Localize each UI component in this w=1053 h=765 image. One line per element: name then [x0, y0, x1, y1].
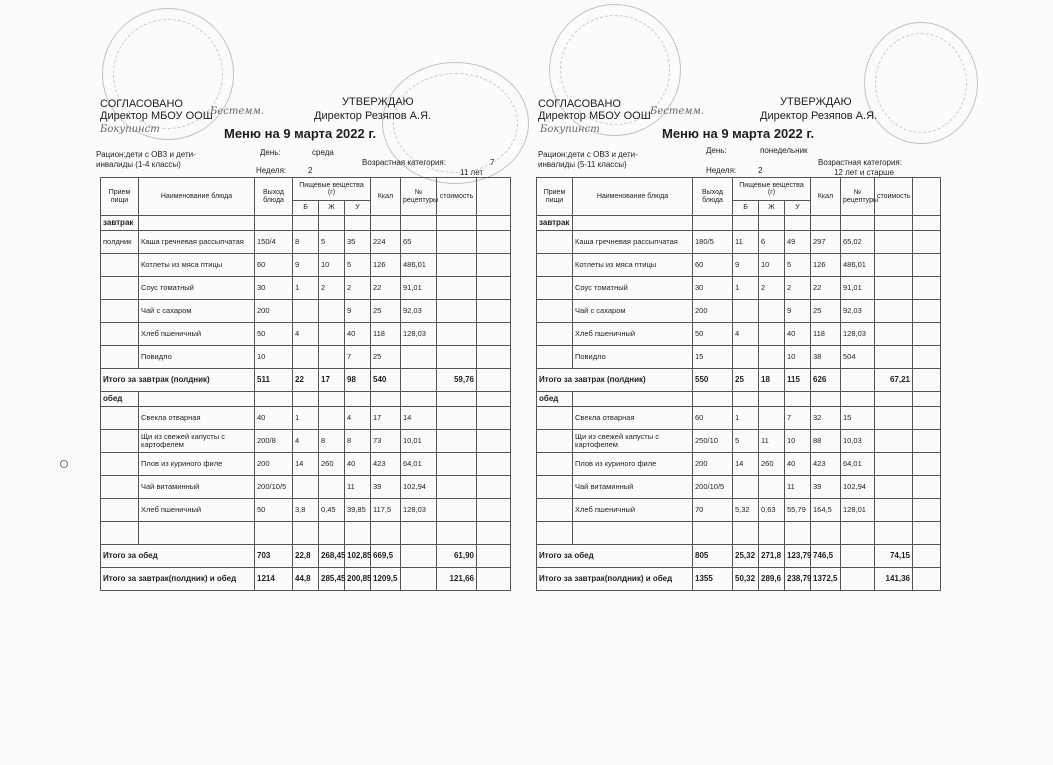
school-seal [864, 22, 978, 144]
dish-zh: 2 [319, 277, 345, 300]
dish-b [733, 300, 759, 323]
dish-zh: 2 [759, 277, 785, 300]
table-row [101, 430, 511, 453]
dish-b: 9 [733, 254, 759, 277]
menu-table [100, 177, 511, 591]
dish-u: 10 [785, 430, 811, 453]
dish-zh: 260 [759, 453, 785, 476]
confirm-label: УТВЕРЖДАЮ [342, 96, 414, 108]
total-b: 25 [733, 369, 759, 392]
table-row [101, 346, 511, 369]
total-zh: 271,8 [759, 545, 785, 568]
dish-u: 4 [345, 407, 371, 430]
dish-name: Хлеб пшеничный [139, 323, 255, 346]
dish-name: Чай с сахаром [139, 300, 255, 323]
total-cost: 74,15 [875, 545, 913, 568]
dish-b: 5 [733, 430, 759, 453]
total-kcal: 1372,5 [811, 568, 841, 591]
table-row [537, 476, 941, 499]
dish-b: 8 [293, 231, 319, 254]
col-kcal: Ккал [371, 178, 401, 216]
dish-yield: 200/10/5 [693, 476, 733, 499]
dish-b: 9 [293, 254, 319, 277]
dish-u: 2 [785, 277, 811, 300]
dish-name: Соус томатный [573, 277, 693, 300]
day-label: День: [260, 148, 281, 157]
dish-u: 40 [345, 323, 371, 346]
dish-yield: 60 [255, 254, 293, 277]
dish-kcal: 25 [371, 346, 401, 369]
dish-kcal: 297 [811, 231, 841, 254]
dish-b: 1 [733, 407, 759, 430]
total-u: 123,79 [785, 545, 811, 568]
age-label: Возрастная категория: [818, 158, 902, 167]
table-row [101, 231, 511, 254]
total-label: Итого за обед [101, 545, 255, 568]
total-b: 22 [293, 369, 319, 392]
total-zh: 17 [319, 369, 345, 392]
total-cost: 67,21 [875, 369, 913, 392]
diet-line-2: инвалиды (5-11 классы) [538, 160, 627, 169]
dish-zh [759, 407, 785, 430]
dish-b [733, 476, 759, 499]
dish-recipe: 15 [841, 407, 875, 430]
dish-u: 7 [345, 346, 371, 369]
section-sublabel [537, 231, 573, 254]
approved-label: СОГЛАСОВАНО [100, 98, 183, 110]
table-row [537, 323, 941, 346]
table-row-empty [101, 522, 511, 545]
table-row [537, 346, 941, 369]
dish-kcal: 73 [371, 430, 401, 453]
dish-kcal: 164,5 [811, 499, 841, 522]
dish-zh [759, 346, 785, 369]
approved-label: СОГЛАСОВАНО [538, 98, 621, 110]
table-row [101, 300, 511, 323]
table-row [101, 499, 511, 522]
dish-name: Хлеб пшеничный [573, 323, 693, 346]
dish-kcal: 118 [371, 323, 401, 346]
dish-name: Котлеты из мяса птицы [573, 254, 693, 277]
dish-name: Соус томатный [139, 277, 255, 300]
dish-zh: 10 [319, 254, 345, 277]
dish-recipe: 128,01 [841, 499, 875, 522]
dish-recipe: 10,01 [401, 430, 437, 453]
scan-mark [60, 460, 68, 468]
dish-recipe [401, 346, 437, 369]
col-zh: Ж [319, 201, 345, 216]
dish-yield: 70 [693, 499, 733, 522]
grand-total-row [537, 568, 941, 591]
dish-yield: 60 [693, 254, 733, 277]
col-meal: Прием пищи [101, 178, 139, 216]
col-recipe: № рецептуры [841, 178, 875, 216]
dish-b: 1 [293, 407, 319, 430]
dish-zh [319, 407, 345, 430]
confirm-label: УТВЕРЖДАЮ [780, 96, 852, 108]
col-b: Б [733, 201, 759, 216]
dish-recipe: 504 [841, 346, 875, 369]
dish-u: 5 [785, 254, 811, 277]
dish-recipe: 102,94 [841, 476, 875, 499]
dish-u: 55,79 [785, 499, 811, 522]
dish-u: 10 [785, 346, 811, 369]
total-kcal: 626 [811, 369, 841, 392]
age-value-2: 12 лет и старше [834, 168, 894, 177]
col-zh: Ж [759, 201, 785, 216]
dish-zh [319, 323, 345, 346]
col-yield: Выход блюда [255, 178, 293, 216]
total-kcal: 540 [371, 369, 401, 392]
dish-name: Плов из куриного филе [139, 453, 255, 476]
total-label: Итого за завтрак(полдник) и обед [537, 568, 693, 591]
col-extra [477, 178, 511, 216]
dish-kcal: 423 [811, 453, 841, 476]
menu-table [536, 177, 941, 591]
col-u: У [345, 201, 371, 216]
lunch-total-row [101, 545, 511, 568]
table-row [537, 430, 941, 453]
col-extra [913, 178, 941, 216]
dish-yield: 200/10/5 [255, 476, 293, 499]
day-value: понедельник [760, 146, 808, 155]
dish-b: 5,32 [733, 499, 759, 522]
age-label: Возрастная категория: [362, 158, 446, 167]
dish-zh [319, 300, 345, 323]
dish-kcal: 39 [371, 476, 401, 499]
diet-line-1: Рацион:дети с ОВЗ и дети- [538, 150, 638, 159]
table-row [101, 254, 511, 277]
table-row [101, 407, 511, 430]
dish-zh: 5 [319, 231, 345, 254]
dish-name: Щи из свежей капусты с картофелем [139, 430, 255, 453]
dish-name: Хлеб пшеничный [573, 499, 693, 522]
dish-yield: 200 [255, 453, 293, 476]
signature: Бестемм. [210, 106, 265, 117]
age-value: 7 [490, 158, 495, 167]
dish-yield: 50 [693, 323, 733, 346]
dish-recipe: 91,01 [401, 277, 437, 300]
col-yield: Выход блюда [693, 178, 733, 216]
table-row [101, 453, 511, 476]
grand-total-row [101, 568, 511, 591]
lunch-total-row [537, 545, 941, 568]
dish-zh [759, 323, 785, 346]
dish-yield: 200/8 [255, 430, 293, 453]
col-b: Б [293, 201, 319, 216]
dish-kcal: 17 [371, 407, 401, 430]
dish-zh: 10 [759, 254, 785, 277]
col-nutrients: Пищевые вещества (г) [293, 178, 371, 201]
dish-name: Плов из куриного филе [573, 453, 693, 476]
total-b: 25,32 [733, 545, 759, 568]
header-row [101, 178, 511, 201]
section-label: обед [537, 392, 573, 407]
dish-yield: 150/4 [255, 231, 293, 254]
dish-name: Повидло [139, 346, 255, 369]
total-yield: 805 [693, 545, 733, 568]
dish-recipe: 14 [401, 407, 437, 430]
dish-recipe: 92,03 [401, 300, 437, 323]
dish-u: 8 [345, 430, 371, 453]
dish-name: Котлеты из мяса птицы [139, 254, 255, 277]
signature-2: Бокупинcт [540, 124, 600, 135]
dish-kcal: 38 [811, 346, 841, 369]
dish-zh [319, 476, 345, 499]
section-row [537, 216, 941, 231]
section-label: завтрак [537, 216, 573, 231]
age-value-2: 11 лет [460, 168, 484, 177]
header-row [537, 178, 941, 201]
total-b: 22,8 [293, 545, 319, 568]
dish-zh: 6 [759, 231, 785, 254]
total-yield: 511 [255, 369, 293, 392]
approved-by: Директор МБОУ ООШ [100, 110, 213, 122]
dish-kcal: 117,5 [371, 499, 401, 522]
dish-zh: 0,45 [319, 499, 345, 522]
week-label: Неделя: [256, 166, 287, 175]
dish-recipe: 102,94 [401, 476, 437, 499]
dish-name: Повидло [573, 346, 693, 369]
total-label: Итого за завтрак (полдник) [537, 369, 693, 392]
dish-b [733, 346, 759, 369]
dish-kcal: 126 [811, 254, 841, 277]
total-label: Итого за завтрак (полдник) [101, 369, 255, 392]
dish-b: 4 [733, 323, 759, 346]
total-kcal: 746,5 [811, 545, 841, 568]
dish-recipe: 486,01 [401, 254, 437, 277]
dish-yield: 200 [255, 300, 293, 323]
col-dish: Наименование блюда [573, 178, 693, 216]
dish-kcal: 22 [811, 277, 841, 300]
total-cost: 59,76 [437, 369, 477, 392]
col-u: У [785, 201, 811, 216]
dish-recipe: 64,01 [401, 453, 437, 476]
total-u: 115 [785, 369, 811, 392]
dish-name: Чай витаминный [139, 476, 255, 499]
signature: Бестемм. [650, 106, 705, 117]
dish-name: Каша гречневая рассыпчатая [139, 231, 255, 254]
section-sublabel: полдник [101, 231, 139, 254]
dish-kcal: 22 [371, 277, 401, 300]
col-cost: стоимость [437, 178, 477, 216]
dish-u: 40 [785, 453, 811, 476]
diet-line-2: инвалиды (1-4 классы) [96, 160, 181, 169]
dish-zh: 260 [319, 453, 345, 476]
dish-name: Свекла отварная [139, 407, 255, 430]
section-label: обед [101, 392, 139, 407]
dish-name: Хлеб пшеничный [139, 499, 255, 522]
dish-kcal: 32 [811, 407, 841, 430]
total-zh: 285,45 [319, 568, 345, 591]
dish-zh: 8 [319, 430, 345, 453]
dish-recipe: 128,03 [401, 323, 437, 346]
dish-yield: 200 [693, 453, 733, 476]
day-value: среда [312, 148, 334, 157]
dish-u: 40 [785, 323, 811, 346]
dish-recipe: 128,03 [401, 499, 437, 522]
dish-u: 9 [785, 300, 811, 323]
dish-kcal: 118 [811, 323, 841, 346]
dish-recipe: 91,01 [841, 277, 875, 300]
dish-name: Свекла отварная [573, 407, 693, 430]
dish-u: 49 [785, 231, 811, 254]
section-row [537, 392, 941, 407]
dish-kcal: 88 [811, 430, 841, 453]
director-name: Директор Резяпов А.Я. [760, 110, 878, 122]
breakfast-total-row [101, 369, 511, 392]
total-kcal: 1209,5 [371, 568, 401, 591]
total-zh: 289,6 [759, 568, 785, 591]
total-label: Итого за завтрак(полдник) и обед [101, 568, 255, 591]
dish-zh: 11 [759, 430, 785, 453]
dish-b: 1 [293, 277, 319, 300]
breakfast-total-row [537, 369, 941, 392]
section-row [101, 216, 511, 231]
dish-kcal: 39 [811, 476, 841, 499]
table-row [101, 323, 511, 346]
dish-kcal: 224 [371, 231, 401, 254]
dish-yield: 250/10 [693, 430, 733, 453]
total-yield: 703 [255, 545, 293, 568]
dish-b: 14 [293, 453, 319, 476]
diet-line-1: Рацион:дети с ОВЗ и дети- [96, 150, 196, 159]
dish-recipe: 10,03 [841, 430, 875, 453]
signature-2: Бокупинcт [100, 124, 160, 135]
table-row [537, 277, 941, 300]
director-name: Директор Резяпов А.Я. [314, 110, 432, 122]
dish-u: 39,85 [345, 499, 371, 522]
total-cost: 121,66 [437, 568, 477, 591]
dish-u: 35 [345, 231, 371, 254]
dish-yield: 15 [693, 346, 733, 369]
dish-kcal: 126 [371, 254, 401, 277]
section-label: завтрак [101, 216, 139, 231]
table-row [537, 231, 941, 254]
total-label: Итого за обед [537, 545, 693, 568]
dish-zh [759, 300, 785, 323]
dish-u: 2 [345, 277, 371, 300]
col-meal: Прием пищи [537, 178, 573, 216]
dish-recipe: 92,03 [841, 300, 875, 323]
week-value: 2 [758, 166, 763, 175]
total-cost: 61,90 [437, 545, 477, 568]
dish-yield: 60 [693, 407, 733, 430]
dish-name: Каша гречневая рассыпчатая [573, 231, 693, 254]
dish-recipe: 486,01 [841, 254, 875, 277]
total-cost: 141,36 [875, 568, 913, 591]
total-yield: 550 [693, 369, 733, 392]
table-row [537, 407, 941, 430]
dish-name: Чай с сахаром [573, 300, 693, 323]
page-title: Меню на 9 марта 2022 г. [662, 126, 815, 141]
dish-b: 11 [733, 231, 759, 254]
dish-kcal: 423 [371, 453, 401, 476]
dish-name: Чай витаминный [573, 476, 693, 499]
dish-u: 40 [345, 453, 371, 476]
col-cost: стоимость [875, 178, 913, 216]
day-label: День: [706, 146, 727, 155]
dish-b: 4 [293, 430, 319, 453]
total-zh: 268,45 [319, 545, 345, 568]
dish-u: 11 [785, 476, 811, 499]
dish-u: 5 [345, 254, 371, 277]
dish-recipe: 64,01 [841, 453, 875, 476]
col-recipe: № рецептуры [401, 178, 437, 216]
dish-b: 4 [293, 323, 319, 346]
dish-yield: 10 [255, 346, 293, 369]
total-b: 44,8 [293, 568, 319, 591]
dish-b [293, 346, 319, 369]
total-u: 98 [345, 369, 371, 392]
dish-yield: 30 [693, 277, 733, 300]
dish-yield: 180/5 [693, 231, 733, 254]
page-title: Меню на 9 марта 2022 г. [224, 126, 377, 141]
dish-kcal: 25 [811, 300, 841, 323]
approved-by: Директор МБОУ ООШ [538, 110, 651, 122]
col-nutrients: Пищевые вещества (г) [733, 178, 811, 201]
week-label: Неделя: [706, 166, 737, 175]
dish-yield: 200 [693, 300, 733, 323]
table-row [537, 300, 941, 323]
dish-yield: 50 [255, 499, 293, 522]
dish-recipe: 128,03 [841, 323, 875, 346]
table-row [101, 476, 511, 499]
total-yield: 1214 [255, 568, 293, 591]
total-u: 102,85 [345, 545, 371, 568]
dish-zh [759, 476, 785, 499]
total-zh: 18 [759, 369, 785, 392]
week-value: 2 [308, 166, 313, 175]
total-yield: 1355 [693, 568, 733, 591]
table-row [537, 499, 941, 522]
dish-b: 14 [733, 453, 759, 476]
dish-recipe: 65,02 [841, 231, 875, 254]
total-b: 50,32 [733, 568, 759, 591]
dish-name: Щи из свежей капусты с картофелем [573, 430, 693, 453]
dish-b: 1 [733, 277, 759, 300]
dish-zh: 0,63 [759, 499, 785, 522]
menu-page-left [92, 0, 532, 600]
table-row [537, 254, 941, 277]
dish-yield: 40 [255, 407, 293, 430]
section-row [101, 392, 511, 407]
dish-kcal: 25 [371, 300, 401, 323]
col-kcal: Ккал [811, 178, 841, 216]
dish-zh [319, 346, 345, 369]
table-row [101, 277, 511, 300]
table-row [537, 453, 941, 476]
dish-b [293, 476, 319, 499]
dish-yield: 50 [255, 323, 293, 346]
dish-u: 11 [345, 476, 371, 499]
dish-b [293, 300, 319, 323]
dish-u: 7 [785, 407, 811, 430]
total-u: 200,85 [345, 568, 371, 591]
dish-recipe: 65 [401, 231, 437, 254]
dish-u: 9 [345, 300, 371, 323]
dish-yield: 30 [255, 277, 293, 300]
menu-page-right [534, 0, 974, 600]
dish-b: 3,8 [293, 499, 319, 522]
total-u: 238,79 [785, 568, 811, 591]
table-row-empty [537, 522, 941, 545]
col-dish: Наименование блюда [139, 178, 255, 216]
total-kcal: 669,5 [371, 545, 401, 568]
